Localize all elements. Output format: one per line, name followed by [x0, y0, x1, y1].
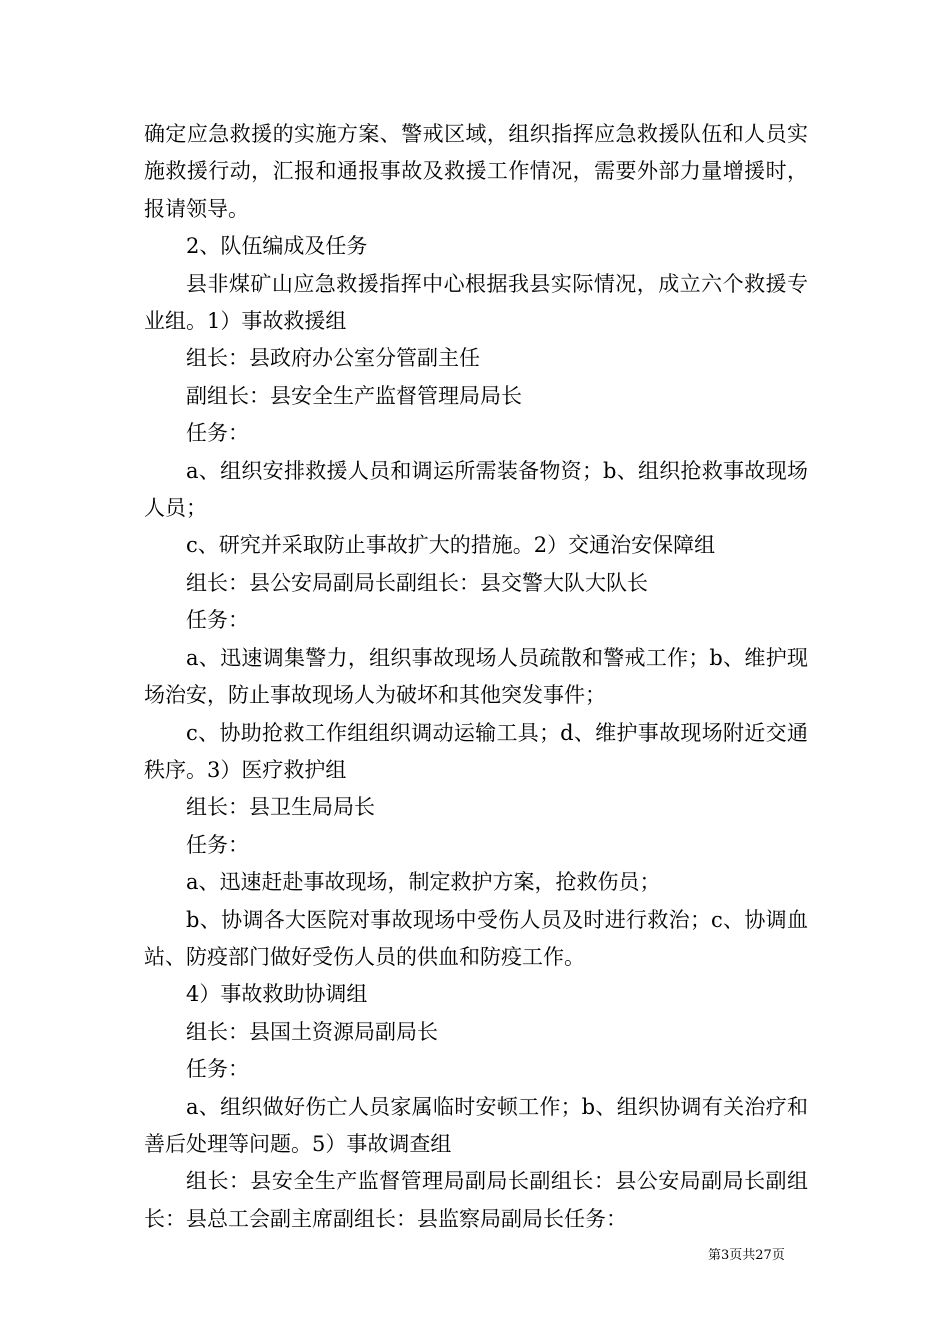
paragraph-14: 任务： [186, 832, 249, 857]
paragraph-21: 组长：县安全生产监督管理局副局长副组长：县公安局副局长副组长：县总工会副主席副组长：县监察局副局长任务： [144, 1169, 808, 1231]
paragraph-18: 组长：县国土资源局副局长 [186, 1019, 438, 1044]
paragraph-7: a、组织安排救援人员和调运所需装备物资；b、组织抢救事故现场人员； [144, 458, 808, 521]
paragraph-5: 副组长：县安全生产监督管理局局长 [186, 383, 522, 408]
paragraph-17: 4）事故救助协调组 [186, 982, 368, 1007]
paragraph-19: 任务： [186, 1057, 249, 1082]
paragraph-20: a、组织做好伤亡人员家属临时安顿工作；b、组织协调有关治疗和善后处理等问题。5）事故调查组 [144, 1094, 808, 1156]
paragraph-8: c、研究并采取防止事故扩大的措施。2）交通治安保障组 [186, 533, 716, 558]
paragraph-16: b、协调各大医院对事故现场中受伤人员及时进行救治；c、协调血站、防疫部门做好受伤人员的供血和防疫工作。 [144, 907, 808, 969]
paragraph-15: a、迅速赶赴事故现场，制定救护方案，抢救伤员； [186, 870, 661, 895]
paragraph-6: 任务： [186, 421, 249, 446]
page-number: 第3页共27页 [708, 1248, 785, 1263]
paragraph-11: a、迅速调集警力，组织事故现场人员疏散和警戒工作；b、维护现场治安，防止事故现场人为破坏和其他突发事件； [144, 645, 808, 708]
paragraph-3: 县非煤矿山应急救援指挥中心根据我县实际情况，成立六个救援专业组。1）事故救援组 [144, 271, 808, 334]
paragraph-13: 组长：县卫生局局长 [186, 795, 375, 820]
document-body [144, 116, 808, 1238]
paragraph-2: 2、队伍编成及任务 [186, 234, 368, 259]
paragraph-1: 确定应急救援的实施方案、警戒区域，组织指挥应急救援队伍和人员实施救援行动，汇报和通报事故及救援工作情况，需要外部力量增援时，报请领导。 [144, 122, 808, 221]
paragraph-10: 任务： [186, 608, 249, 633]
paragraph-12: c、协助抢救工作组组织调动运输工具；d、维护事故现场附近交通秩序。3）医疗救护组 [144, 720, 808, 782]
paragraph-4: 组长：县政府办公室分管副主任 [186, 346, 480, 371]
paragraph-9: 组长：县公安局副局长副组长：县交警大队大队长 [186, 570, 648, 595]
